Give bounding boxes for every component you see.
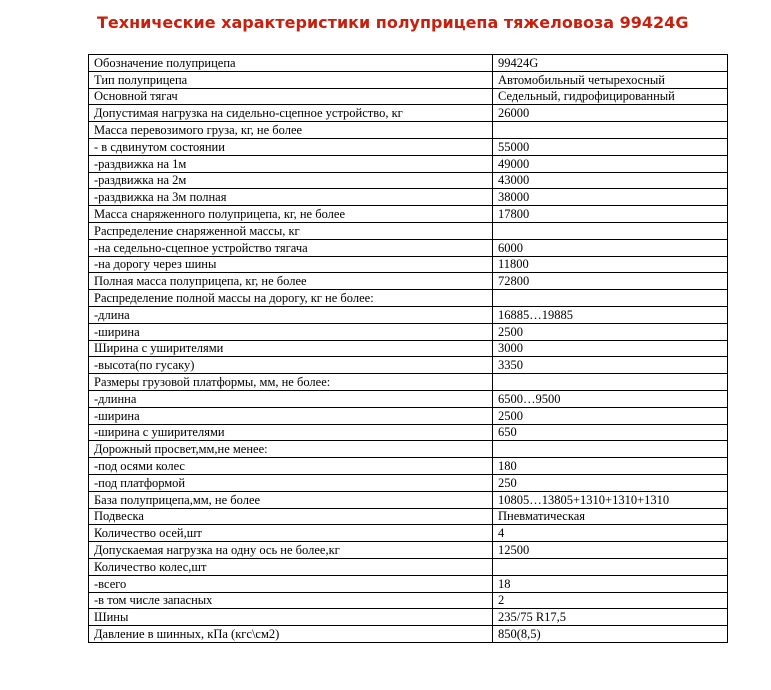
spec-value: Пневматическая [493, 508, 728, 525]
table-row [89, 155, 728, 172]
table-row [89, 239, 728, 256]
spec-value: 11800 [493, 256, 728, 273]
spec-value: 17800 [493, 206, 728, 223]
spec-label: Количество осей,шт [89, 525, 493, 542]
table-row [89, 626, 728, 643]
table-row [89, 206, 728, 223]
spec-label: - в сдвинутом состоянии [89, 138, 493, 155]
spec-value [493, 122, 728, 139]
page-title: Технические характеристики полуприцепа тяжеловоза 99424G [97, 13, 689, 32]
spec-label: -всего [89, 575, 493, 592]
spec-label: Количество колес,шт [89, 558, 493, 575]
table-row [89, 122, 728, 139]
table-row [89, 189, 728, 206]
table-row [89, 306, 728, 323]
spec-label: Шины [89, 609, 493, 626]
table-row [89, 273, 728, 290]
spec-value: 2 [493, 592, 728, 609]
spec-label: -ширина [89, 407, 493, 424]
spec-label: Давление в шинных, кПа (кгс\см2) [89, 626, 493, 643]
spec-value: 16885…19885 [493, 306, 728, 323]
spec-value: 38000 [493, 189, 728, 206]
table-row [89, 374, 728, 391]
spec-label: Распределение полной массы на дорогу, кг не более: [89, 290, 493, 307]
spec-label: Размеры грузовой платформы, мм, не более: [89, 374, 493, 391]
table-row [89, 458, 728, 475]
table-row [89, 575, 728, 592]
spec-value [493, 290, 728, 307]
spec-value: 72800 [493, 273, 728, 290]
spec-value: 850(8,5) [493, 626, 728, 643]
table-row [89, 71, 728, 88]
spec-value [493, 222, 728, 239]
spec-label: Тип полуприцепа [89, 71, 493, 88]
spec-label: Обозначение полуприцепа [89, 55, 493, 72]
spec-value: 250 [493, 474, 728, 491]
table-row [89, 390, 728, 407]
spec-value: Седельный, гидрофицированный [493, 88, 728, 105]
table-row [89, 357, 728, 374]
table-row [89, 172, 728, 189]
spec-value: 650 [493, 424, 728, 441]
spec-value: 4 [493, 525, 728, 542]
spec-label: Масса перевозимого груза, кг, не более [89, 122, 493, 139]
spec-value [493, 558, 728, 575]
spec-label: -раздвижка на 3м полная [89, 189, 493, 206]
spec-label: -под осями колес [89, 458, 493, 475]
spec-label: Масса снаряженного полуприцепа, кг, не более [89, 206, 493, 223]
table-row [89, 138, 728, 155]
table-row [89, 256, 728, 273]
table-row [89, 290, 728, 307]
spec-value: 3350 [493, 357, 728, 374]
spec-table-body [89, 55, 728, 643]
table-row [89, 222, 728, 239]
spec-value: 55000 [493, 138, 728, 155]
spec-value: 2500 [493, 407, 728, 424]
spec-label: Дорожный просвет,мм,не менее: [89, 441, 493, 458]
spec-label: -на дорогу через шины [89, 256, 493, 273]
spec-value: 49000 [493, 155, 728, 172]
table-row [89, 592, 728, 609]
spec-value: 2500 [493, 323, 728, 340]
spec-label: Ширина с уширителями [89, 340, 493, 357]
spec-value: 3000 [493, 340, 728, 357]
table-row [89, 525, 728, 542]
spec-label: -на седельно-сцепное устройство тягача [89, 239, 493, 256]
table-row [89, 340, 728, 357]
spec-value [493, 441, 728, 458]
spec-label: -ширина [89, 323, 493, 340]
spec-label: Полная масса полуприцепа, кг, не более [89, 273, 493, 290]
spec-label: -раздвижка на 1м [89, 155, 493, 172]
spec-label: -раздвижка на 2м [89, 172, 493, 189]
spec-value [493, 374, 728, 391]
spec-table [88, 54, 728, 643]
spec-label: Распределение снаряженной массы, кг [89, 222, 493, 239]
spec-value: 12500 [493, 542, 728, 559]
table-row [89, 441, 728, 458]
table-row [89, 88, 728, 105]
spec-label: Основной тягач [89, 88, 493, 105]
table-row [89, 542, 728, 559]
spec-label: -в том числе запасных [89, 592, 493, 609]
table-row [89, 474, 728, 491]
spec-value: 26000 [493, 105, 728, 122]
spec-label: Допустимая нагрузка на сидельно-сцепное устройство, кг [89, 105, 493, 122]
spec-value: 43000 [493, 172, 728, 189]
spec-value: Автомобильный четырехосный [493, 71, 728, 88]
table-row [89, 491, 728, 508]
table-row [89, 558, 728, 575]
table-row [89, 55, 728, 72]
spec-label: -высота(по гусаку) [89, 357, 493, 374]
spec-label: -ширина с уширителями [89, 424, 493, 441]
spec-value: 235/75 R17,5 [493, 609, 728, 626]
table-row [89, 609, 728, 626]
spec-value: 10805…13805+1310+1310+1310 [493, 491, 728, 508]
table-row [89, 508, 728, 525]
spec-value: 6000 [493, 239, 728, 256]
spec-label: Подвеска [89, 508, 493, 525]
table-row [89, 323, 728, 340]
spec-label: Допускаемая нагрузка на одну ось не более,кг [89, 542, 493, 559]
spec-label: -под платформой [89, 474, 493, 491]
spec-label: -длина [89, 306, 493, 323]
spec-value: 180 [493, 458, 728, 475]
spec-label: База полуприцепа,мм, не более [89, 491, 493, 508]
table-row [89, 105, 728, 122]
spec-value: 18 [493, 575, 728, 592]
spec-label: -длинна [89, 390, 493, 407]
spec-value: 6500…9500 [493, 390, 728, 407]
table-row [89, 407, 728, 424]
table-row [89, 424, 728, 441]
spec-value: 99424G [493, 55, 728, 72]
